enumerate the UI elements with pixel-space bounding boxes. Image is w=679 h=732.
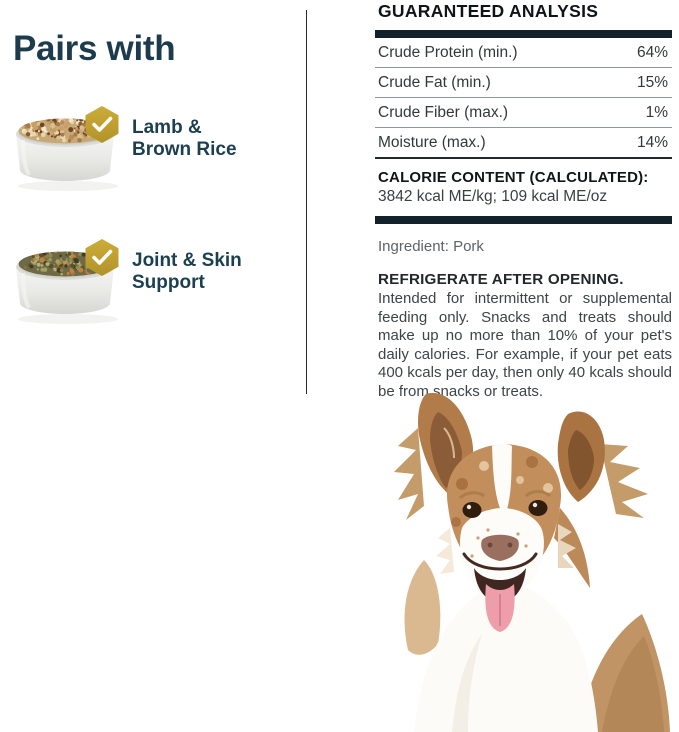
ingredient-value: Pork	[453, 238, 484, 255]
pair-item-lamb-brown-rice	[6, 96, 302, 198]
analysis-row-value: 1%	[645, 103, 668, 121]
check-badge-icon	[82, 104, 122, 145]
ingredient-label: Ingredient:	[378, 238, 449, 255]
analysis-row-value: 15%	[636, 73, 668, 91]
pair-item-label: Joint & Skin Support	[132, 250, 242, 293]
calorie-content	[375, 168, 672, 206]
analysis-row-label: Crude Protein (min.)	[378, 43, 518, 61]
analysis-row-label: Crude Fiber (max.)	[378, 103, 509, 121]
table-top-rule	[375, 30, 672, 38]
calorie-value: 3842 kcal ME/kg; 109 kcal ME/oz	[378, 188, 608, 205]
guaranteed-analysis-title: GUARANTEED ANALYSIS	[378, 1, 599, 21]
pair-item-label: Lamb & Brown Rice	[132, 117, 237, 160]
analysis-row-value: 64%	[636, 43, 668, 61]
calorie-heading: CALORIE CONTENT (CALCULATED):	[378, 169, 649, 186]
check-badge-icon	[82, 237, 122, 278]
pair-item-joint-skin-support	[6, 229, 302, 331]
analysis-row	[375, 98, 672, 128]
analysis-row	[375, 128, 672, 159]
vertical-divider	[306, 10, 307, 394]
pairs-with-title: Pairs with	[13, 29, 176, 69]
analysis-row	[375, 38, 672, 68]
dog-photo	[392, 388, 672, 732]
analysis-row-value: 14%	[636, 133, 668, 151]
refrigerate-heading: REFRIGERATE AFTER OPENING.	[378, 271, 624, 288]
analysis-row-label: Crude Fat (min.)	[378, 73, 491, 91]
analysis-row-label: Moisture (max.)	[378, 133, 486, 151]
analysis-panel	[375, 1, 672, 402]
table-bottom-rule	[375, 216, 672, 224]
analysis-row	[375, 68, 672, 98]
ingredient-line	[375, 238, 672, 255]
feeding-statement: Intended for intermittent or supplemental feeding only. Snacks and treats should make up no more than 10% of your pet's daily calories. For example, if your pet eats 400 kcals per day, then only 40 kcals should be from snacks or treats.	[378, 290, 672, 400]
